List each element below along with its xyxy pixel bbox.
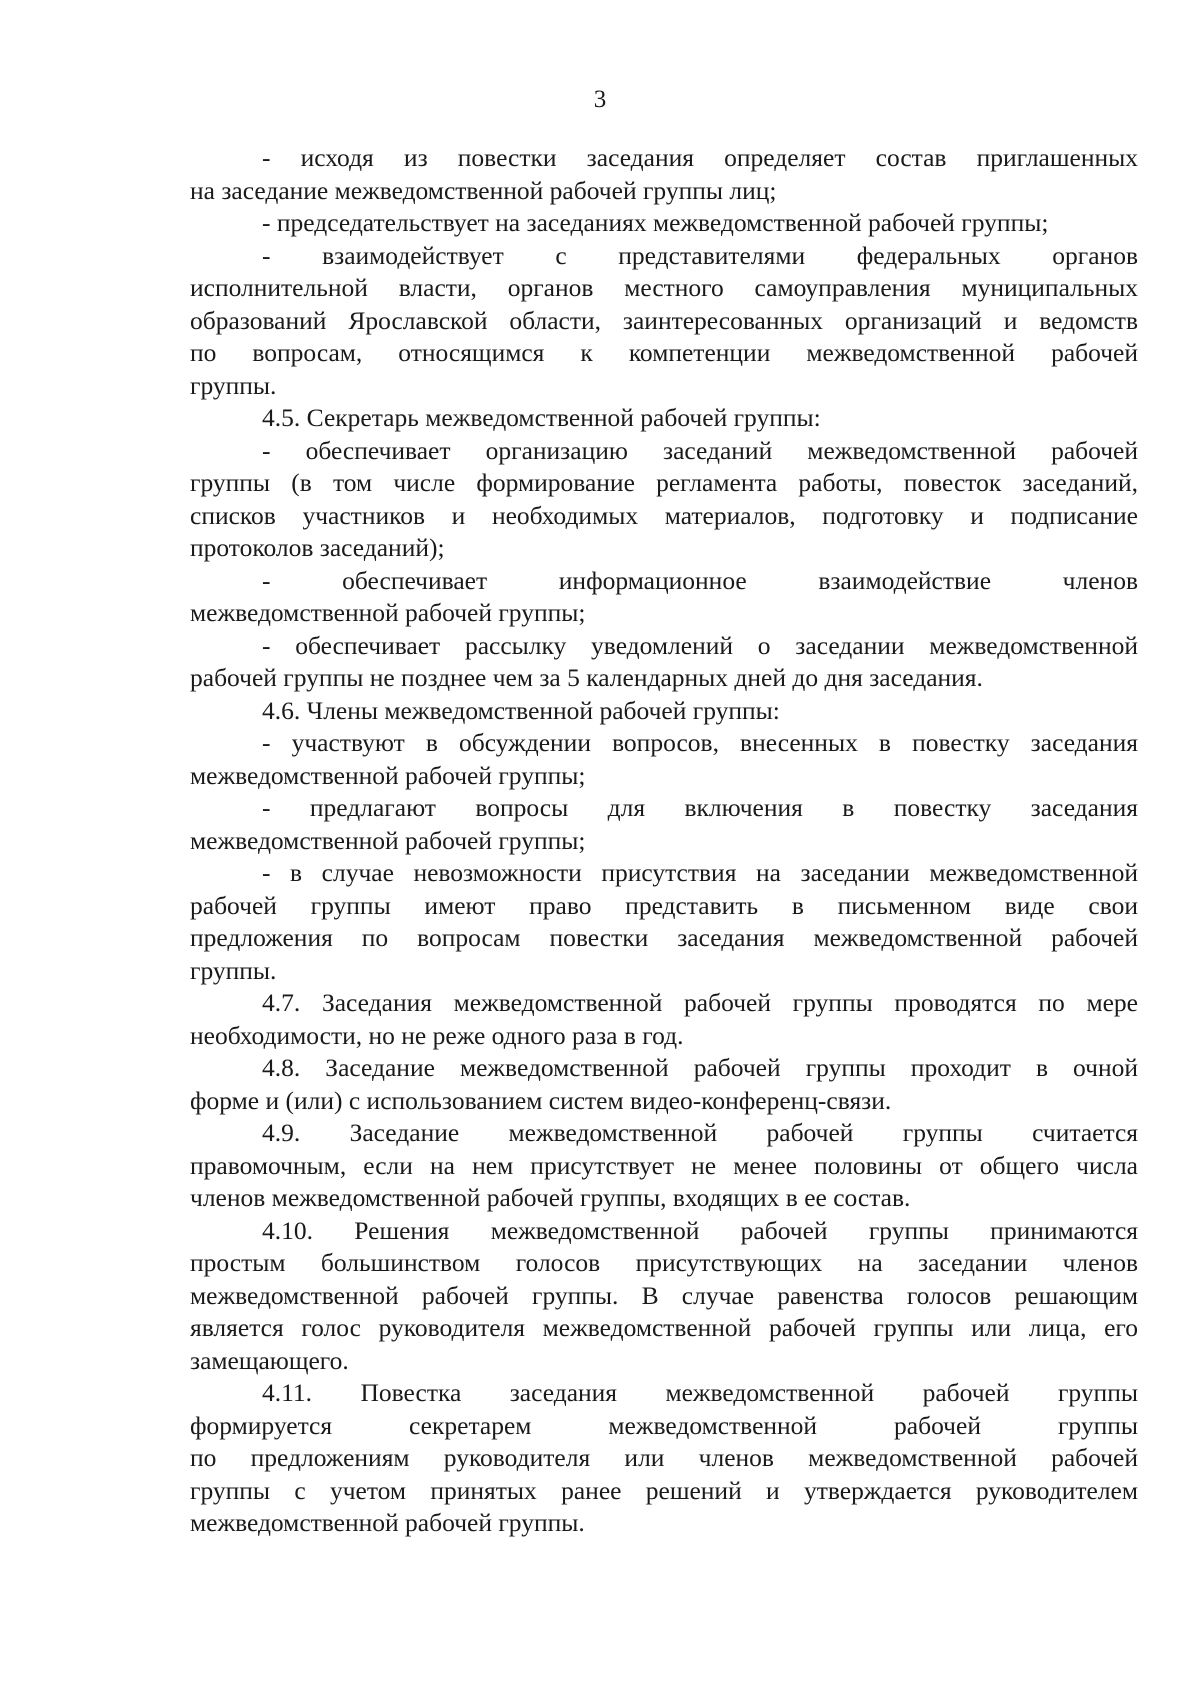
text-line: - участвуют в обсуждении вопросов, внесенных в повестку заседания bbox=[262, 728, 1138, 757]
text-line: группы. bbox=[190, 955, 277, 985]
text-line: 4.11. Повестка заседания межведомственной рабочей группы bbox=[262, 1378, 1138, 1407]
text-line: - исходя из повестки заседания определяет состав приглашенных bbox=[262, 143, 1138, 172]
text-line: группы. bbox=[190, 370, 277, 400]
text-line: рабочей группы имеют право представить в письменном виде свои bbox=[190, 890, 1138, 920]
text-line: на заседание межведомственной рабочей группы лиц; bbox=[190, 175, 777, 205]
text-line: - председательствует на заседаниях межведомственной рабочей группы; bbox=[262, 208, 1049, 237]
text-line: 4.7. Заседания межведомственной рабочей группы проводятся по мере bbox=[262, 988, 1138, 1017]
text-line: группы (в том числе формирование регламента работы, повесток заседаний, bbox=[190, 468, 1138, 497]
text-line: межведомственной рабочей группы; bbox=[190, 598, 586, 627]
text-line: 4.8. Заседание межведомственной рабочей группы проходит в очной bbox=[262, 1053, 1138, 1082]
text-line: членов межведомственной рабочей группы, входящих в ее состав. bbox=[190, 1183, 911, 1212]
text-line: межведомственной рабочей группы. bbox=[190, 1508, 585, 1537]
text-line: по предложениям руководителя или членов межведомственной рабочей bbox=[190, 1443, 1138, 1472]
text-line: - обеспечивает рассылку уведомлений о заседании межведомственной bbox=[262, 630, 1138, 660]
text-line: образований Ярославской области, заинтересованных организаций и ведомств bbox=[190, 305, 1138, 335]
text-line: замещающего. bbox=[190, 1345, 349, 1375]
text-line: - в случае невозможности присутствия на заседании межведомственной bbox=[262, 858, 1138, 887]
text-line: правомочным, если на нем присутствует не менее половины от общего числа bbox=[190, 1150, 1138, 1180]
text-line: необходимости, но не реже одного раза в год. bbox=[190, 1020, 684, 1050]
text-line: форме и (или) с использованием систем видео-конференц-связи. bbox=[190, 1085, 892, 1115]
text-line: рабочей группы не позднее чем за 5 календарных дней до дня заседания. bbox=[190, 663, 983, 692]
text-line: - обеспечивает информационное взаимодействие членов bbox=[262, 565, 1138, 595]
text-line: - обеспечивает организацию заседаний межведомственной рабочей bbox=[262, 435, 1138, 465]
text-line: протоколов заседаний); bbox=[190, 533, 445, 562]
text-line: исполнительной власти, органов местного самоуправления муниципальных bbox=[190, 273, 1138, 302]
text-line: простым большинством голосов присутствующих на заседании членов bbox=[190, 1248, 1138, 1277]
text-line: межведомственной рабочей группы; bbox=[190, 825, 586, 855]
text-line: межведомственной рабочей группы; bbox=[190, 760, 586, 790]
text-line: предложения по вопросам повестки заседания межведомственной рабочей bbox=[190, 923, 1138, 952]
text-line: группы с учетом принятых ранее решений и утверждается руководителем bbox=[190, 1475, 1138, 1505]
text-line: 4.6. Члены межведомственной рабочей группы: bbox=[262, 695, 780, 725]
text-line: является голос руководителя межведомственной рабочей группы или лица, его bbox=[190, 1313, 1138, 1342]
text-line: - предлагают вопросы для включения в повестку заседания bbox=[262, 793, 1138, 822]
text-line: 4.10. Решения межведомственной рабочей группы принимаются bbox=[262, 1215, 1138, 1245]
page-number: 3 bbox=[593, 86, 607, 113]
text-line: - взаимодействует с представителями федеральных органов bbox=[262, 240, 1138, 270]
document-body bbox=[190, 142, 1138, 1540]
text-line: списков участников и необходимых материалов, подготовку и подписание bbox=[190, 500, 1138, 530]
text-line: формируется секретарем межведомственной рабочей группы bbox=[190, 1410, 1138, 1440]
text-line: 4.5. Секретарь межведомственной рабочей группы: bbox=[262, 403, 821, 432]
text-line: по вопросам, относящимся к компетенции межведомственной рабочей bbox=[190, 338, 1138, 367]
text-line: межведомственной рабочей группы. В случае равенства голосов решающим bbox=[190, 1280, 1138, 1310]
text-line: 4.9. Заседание межведомственной рабочей группы считается bbox=[262, 1118, 1138, 1147]
